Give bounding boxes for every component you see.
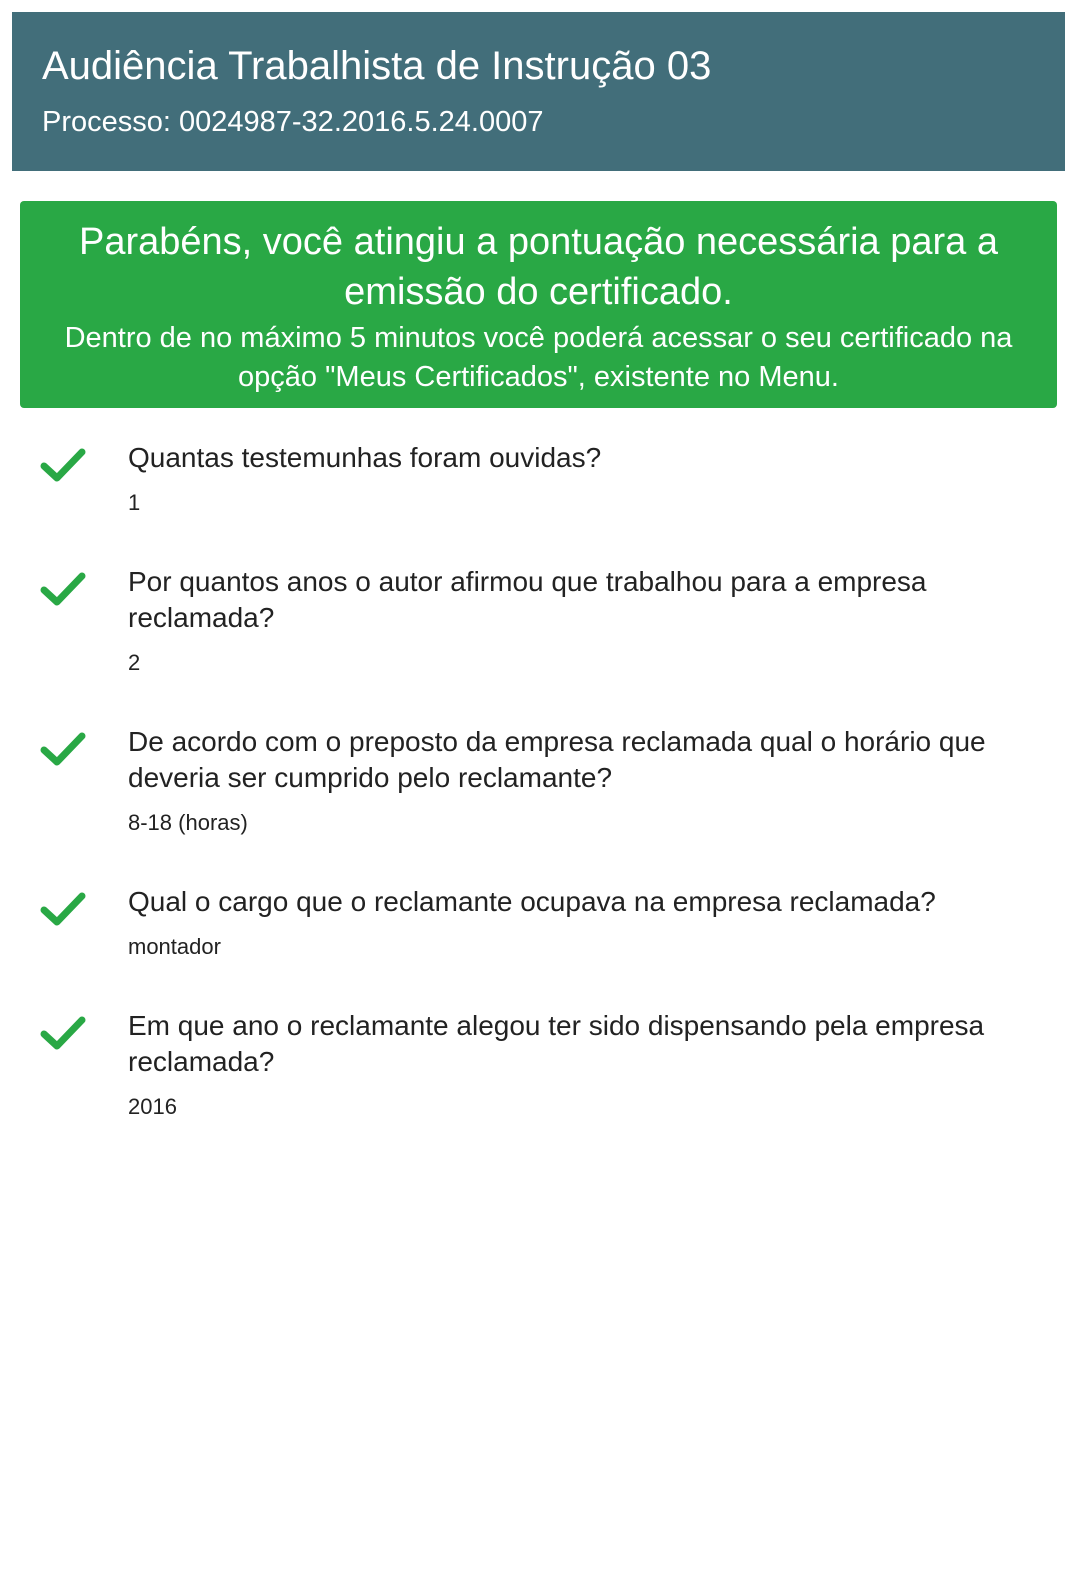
question-item [0,1008,1078,1122]
success-banner-text: Dentro de no máximo 5 minutos você poderá acessar o seu certificado na opção "Meus Certificados", existente no Menu. [64,322,1013,393]
question-text: Quantas testemunhas foram ouvidas? [128,442,602,473]
question-text: Em que ano o reclamante alegou ter sido dispensando pela empresa reclamada? [128,1010,985,1077]
question-item [0,724,1078,838]
check-icon [40,570,86,608]
question-list [0,440,1078,1168]
question-text: Qual o cargo que o reclamante ocupava na empresa reclamada? [128,886,936,917]
check-icon [40,446,86,484]
process-number: Processo: 0024987-32.2016.5.24.0007 [42,106,544,138]
page-header [12,12,1065,171]
answer-text: 8-18 (horas) [128,810,248,835]
page-title: Audiência Trabalhista de Instrução 03 [42,44,712,88]
success-banner [20,201,1057,408]
question-item [0,440,1078,518]
question-text: Por quantos anos o autor afirmou que trabalhou para a empresa reclamada? [128,566,927,633]
question-text: De acordo com o preposto da empresa reclamada qual o horário que deveria ser cumprido pelo reclamante? [128,726,986,793]
answer-text: 2 [128,650,141,675]
answer-text: 1 [128,490,141,515]
check-icon [40,890,86,928]
question-item [0,564,1078,678]
check-icon [40,1014,86,1052]
check-icon [40,730,86,768]
success-banner-title: Parabéns, você atingiu a pontuação necessária para a emissão do certificado. [79,221,998,313]
answer-text: montador [128,934,221,959]
question-item [0,884,1078,962]
answer-text: 2016 [128,1094,177,1119]
